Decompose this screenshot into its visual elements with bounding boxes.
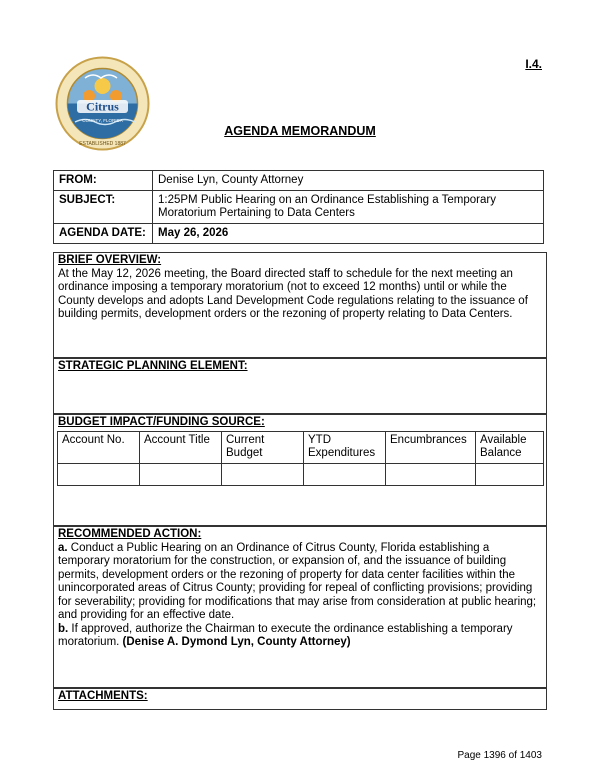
brief-overview-heading: BRIEF OVERVIEW:: [58, 254, 162, 266]
svg-text:COUNTY, FLORIDA: COUNTY, FLORIDA: [82, 118, 123, 123]
strategic-planning-heading: STRATEGIC PLANNING ELEMENT:: [58, 360, 248, 372]
agenda-date-value: May 26, 2026: [153, 224, 544, 244]
memo-header-table: [53, 170, 544, 244]
item-b-text: If approved, authorize the Chairman to execute the ordinance establishing a temporary moratorium.: [58, 622, 513, 648]
brief-overview-text: At the May 12, 2026 meeting, the Board directed staff to schedule for the next meeting an ordinance imposing a temporary moratorium (not to exceed 12 months) until or while the County develops and adopts Land Development Code regulations relating to the issuance of building permits, development orders or the rezoning of property relating to Data Centers.: [58, 267, 528, 320]
budget-cell: [58, 464, 140, 486]
budget-cell: [222, 464, 304, 486]
recommended-action-heading: RECOMMENDED ACTION:: [58, 528, 202, 540]
agenda-item-number: I.4.: [525, 57, 542, 71]
item-b-marker: b.: [58, 622, 69, 635]
budget-cell: [140, 464, 222, 486]
budget-col-encumbrances: Encumbrances: [386, 432, 476, 464]
page-title: AGENDA MEMORANDUM: [224, 124, 376, 138]
svg-text:ESTABLISHED 1887: ESTABLISHED 1887: [79, 141, 126, 147]
strategic-planning-section: [53, 358, 547, 414]
budget-header-row: [58, 432, 544, 464]
brief-overview-section: [53, 252, 547, 358]
subject-label: SUBJECT:: [54, 191, 153, 224]
budget-col-account-no: Account No.: [58, 432, 140, 464]
budget-col-current-budget: Current Budget: [222, 432, 304, 464]
recommended-action-b: [58, 623, 542, 650]
recommended-action-a: [58, 542, 542, 623]
budget-table: [57, 431, 544, 486]
svg-text:Citrus: Citrus: [86, 99, 119, 114]
budget-cell: [386, 464, 476, 486]
subject-row: [54, 191, 544, 224]
recommended-action-section: [53, 526, 547, 688]
from-value: Denise Lyn, County Attorney: [153, 171, 544, 191]
page-number-footer: Page 1396 of 1403: [457, 750, 542, 761]
attachments-heading: ATTACHMENTS:: [58, 690, 148, 702]
item-a-text: Conduct a Public Hearing on an Ordinance of Citrus County, Florida establishing a temporary moratorium for the construction, or expansion of, and the issuance of building permits, development orders or the rezoning of property for data center facilities within the unincorporated areas of Citrus County; providing for repeal of conflicting provisions; providing for severability; providing for modifications that may arise from consideration at public hearing; and providing for an effective date.: [58, 541, 537, 621]
from-label: FROM:: [54, 171, 153, 191]
budget-col-ytd-expenditures: YTD Expenditures: [304, 432, 386, 464]
from-row: [54, 171, 544, 191]
budget-cell: [476, 464, 544, 486]
attachments-section: [53, 688, 547, 710]
subject-value: 1:25PM Public Hearing on an Ordinance Establishing a Temporary Moratorium Pertaining to Data Centers: [153, 191, 544, 224]
agenda-date-row: [54, 224, 544, 244]
budget-cell: [304, 464, 386, 486]
agenda-date-label: AGENDA DATE:: [54, 224, 153, 244]
item-a-marker: a.: [58, 541, 68, 554]
budget-empty-row: [58, 464, 544, 486]
budget-col-account-title: Account Title: [140, 432, 222, 464]
budget-impact-heading: BUDGET IMPACT/FUNDING SOURCE:: [58, 416, 265, 428]
budget-col-available-balance: Available Balance: [476, 432, 544, 464]
item-b-attribution: (Denise A. Dymond Lyn, County Attorney): [122, 636, 351, 648]
